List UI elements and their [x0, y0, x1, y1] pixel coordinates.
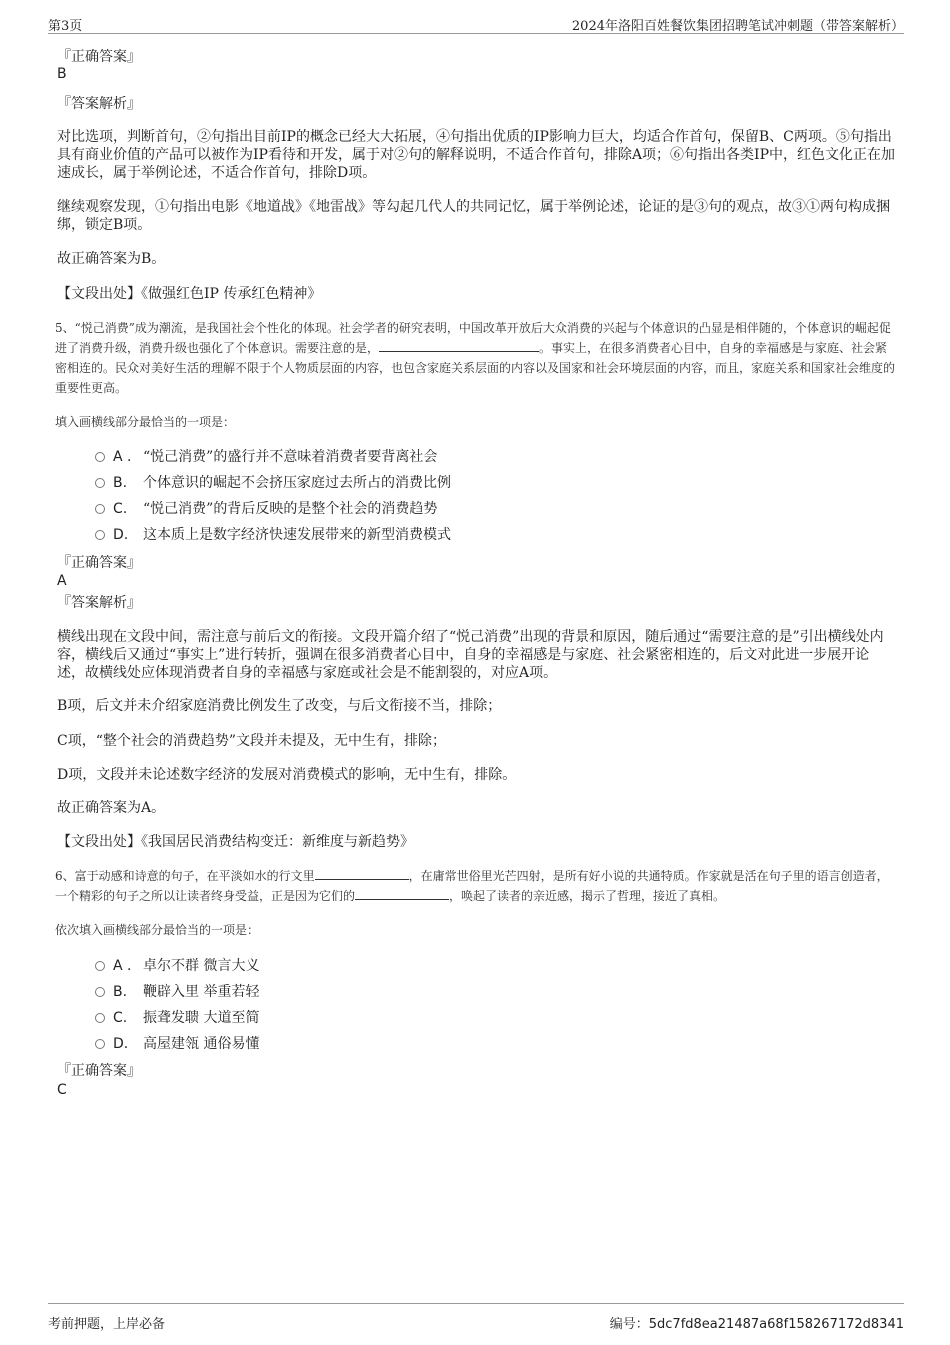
q5-analysis-p1: 横线出现在文段中间，需注意与前后文的衔接。文段开篇介绍了“悦己消费”出现的背景和原因，随后通过“需要注意的是”引出横线处内容，横线后又通过“事实上”进行转折，强调在很多消费者心目中，自身的幸福感是与家庭、社会紧密相连的，后文对此进一步展开论述，故横线处应体现消费者自身的幸福感与家庭或社会是不能割裂的，对应A项。 — [57, 629, 884, 681]
q5-blank — [379, 339, 539, 352]
page-footer — [48, 1303, 904, 1334]
q5-answer-label: 『正确答案』 — [57, 555, 141, 571]
q5-stem-part2: 。事实上，在很多消费者心目中，自身的幸福感是与家庭、社会紧密相连的。民众对美好生活的理解不限于个人物质层面的内容，也包含家庭关系层面的内容以及国家和社会环境层面的内容，而且，家庭关系和国家社会维度的重要性更高。 — [55, 341, 896, 395]
q6-stem-part1: 6、富于动感和诗意的句子，在平淡如水的行文里 — [55, 869, 315, 883]
q6-blank-1 — [315, 867, 409, 880]
q5-option-a[interactable]: A . “悦己消费”的盛行并不意味着消费者要背离社会 — [95, 448, 437, 466]
q5-analysis-p4: D项，文段并未论述数字经济的发展对消费模式的影响，无中生有，排除。 — [57, 767, 517, 783]
q5-answer: A — [57, 573, 67, 589]
q4-answer: B — [57, 66, 67, 82]
q5-analysis-p5: 故正确答案为A。 — [57, 800, 166, 816]
q4-analysis-p2: 继续观察发现，①句指出电影《地道战》《地雷战》等勾起几代人的共同记忆，属于举例论述，论证的是③句的观点，故③①两句构成捆绑，锁定B项。 — [57, 199, 890, 233]
q6-stem-part3: ，唤起了读者的亲近感，揭示了哲理，接近了真相。 — [449, 889, 726, 903]
q6-answer: C — [57, 1082, 67, 1098]
document-title: 2024年洛阳百姓餐饮集团招聘笔试冲刺题（带答案解析） — [571, 19, 904, 34]
radio-icon[interactable] — [95, 478, 105, 488]
q6-stem — [55, 866, 895, 906]
q6-option-b[interactable]: B. 鞭辟入里 举重若轻 — [95, 983, 259, 1001]
q6-blank-2 — [355, 887, 449, 900]
document-code — [610, 1313, 904, 1332]
q6-option-d[interactable]: D. 高屋建瓴 通俗易懂 — [95, 1035, 259, 1053]
q6-prompt: 依次填入画横线部分最恰当的一项是： — [55, 923, 260, 937]
q5-analysis-label: 『答案解析』 — [57, 595, 141, 611]
q6-option-c[interactable]: C. 振聋发聩 大道至简 — [95, 1009, 259, 1027]
q5-analysis-p2: B项，后文并未介绍家庭消费比例发生了改变，与后文衔接不当，排除； — [57, 698, 502, 714]
page-header — [48, 13, 904, 34]
radio-icon[interactable] — [95, 987, 105, 997]
q5-option-d[interactable]: D. 这本质上是数字经济快速发展带来的新型消费模式 — [95, 526, 451, 544]
q5-stem — [55, 318, 895, 398]
code-label: 编号： — [609, 1317, 649, 1332]
q6-stem-part2: ，在庸常世俗里光芒四射，是所有好小说的共通特质。作家就是活在句子里的语言创造者，一个精彩的句子之所以让读者终身受益，正是因为它们的 — [55, 869, 889, 903]
code-value: 5dc7fd8ea21487a68f158267172d8341 — [648, 1317, 904, 1332]
q5-analysis-p3: C项，“整个社会的消费趋势”文段并未提及，无中生有，排除； — [57, 733, 447, 749]
radio-icon[interactable] — [95, 1013, 105, 1023]
q5-option-b[interactable]: B. 个体意识的崛起不会挤压家庭过去所占的消费比例 — [95, 474, 451, 492]
q6-option-a[interactable]: A . 卓尔不群 微言大义 — [95, 957, 259, 975]
q5-prompt: 填入画横线部分最恰当的一项是： — [55, 415, 236, 429]
q4-source: 【文段出处】《做强红色IP 传承红色精神》 — [57, 286, 322, 302]
q6-answer-label: 『正确答案』 — [57, 1063, 141, 1079]
radio-icon[interactable] — [95, 530, 105, 540]
footer-slogan: 考前押题，上岸必备 — [48, 1317, 166, 1332]
radio-icon[interactable] — [95, 504, 105, 514]
q4-analysis-p1: 对比选项，判断首句，②句指出目前IP的概念已经大大拓展，④句指出优质的IP影响力巨大，均适合作首句，保留B、C两项。⑤句指出具有商业价值的产品可以被作为IP看待和开发，属于对②句的解释说明，不适合作首句，排除A项；⑥句指出各类IP中，红色文化正在加速成长，属于举例论述，不适合作首句，排除D项。 — [57, 129, 896, 181]
q4-analysis-label: 『答案解析』 — [57, 96, 141, 112]
page-number: 第3页 — [48, 19, 83, 34]
q5-option-c[interactable]: C. “悦己消费”的背后反映的是整个社会的消费趋势 — [95, 500, 437, 518]
radio-icon[interactable] — [95, 961, 105, 971]
radio-icon[interactable] — [95, 452, 105, 462]
q5-source: 【文段出处】《我国居民消费结构变迁：新维度与新趋势》 — [57, 834, 414, 850]
radio-icon[interactable] — [95, 1039, 105, 1049]
q4-answer-label: 『正确答案』 — [57, 49, 141, 65]
q5-stem-part1: 5、“悦己消费”成为潮流，是我国社会个性化的体现。社会学者的研究表明，中国改革开放后大众消费的兴起与个体意识的凸显是相伴随的，个体意识的崛起促进了消费升级，消费升级也强化了个体意识。需要注意的是， — [55, 321, 891, 355]
q4-analysis-p3: 故正确答案为B。 — [57, 251, 166, 267]
